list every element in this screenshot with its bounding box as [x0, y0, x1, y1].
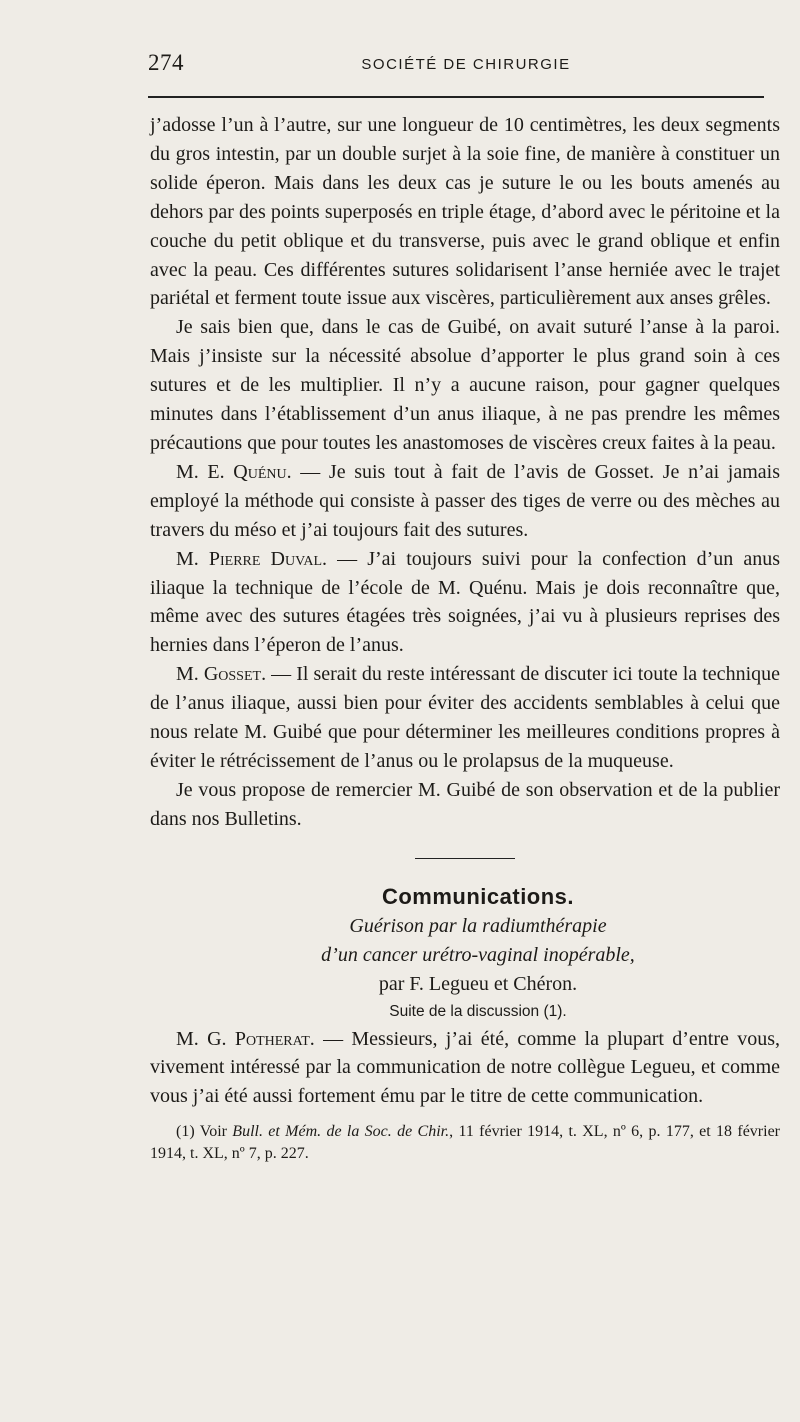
speaker-name: M. Gosset. — [176, 663, 267, 686]
footnote-marker: (1) Voir — [176, 1123, 233, 1141]
footnote — [150, 1121, 780, 1165]
speaker-name: M. E. Quénu. — [176, 460, 292, 483]
header-rule — [148, 96, 764, 98]
paragraph: Je vous propose de remercier M. Guibé de son observation et de la publier dans nos Bulletins. — [150, 778, 780, 830]
paragraph — [150, 1025, 780, 1112]
body-text — [150, 111, 780, 1165]
paragraph — [150, 660, 780, 776]
article-authors: par F. Legueu et Chéron. — [378, 972, 578, 995]
speaker-name: M. Pierre Duval. — [176, 547, 328, 570]
footnote-text: , 11 février 1914, t. XL, nº 6, p. 177, et 18 février 1914, t. XL, nº 7, p. 227. — [150, 1123, 780, 1163]
section-separator — [415, 858, 515, 859]
speech-text: — J’ai toujours suivi pour la confection d’un anus iliaque la technique de l’école de M. Quénu. Mais je dois reconnaître que, même avec des sutures étagées très soignées, j’ai vu à plusieurs reprises des hernies dans l’éperon de l’anus. — [150, 547, 780, 657]
page-header — [148, 50, 784, 90]
running-head: SOCIÉTÉ DE CHIRURGIE — [361, 56, 571, 73]
article-title-line-1: Guérison par la radiumthérapie — [349, 914, 607, 937]
paragraph — [150, 545, 780, 661]
paragraph: j’adosse l’un à l’autre, sur une longueur de 10 centimètres, les deux segments du gros intestin, par un double surjet à la soie fine, de manière à constituer un solide éperon. Mais dans les deux cas je suture le ou les bouts amenés au dehors par des points superposés en triple étage, d’abord avec le péritoine et la couche du petit oblique et du transverse, puis avec le grand oblique et enfin avec la peau. Ces différentes sutures solidarisent l’anse herniée avec le trajet pariétal et ferment toute issue aux viscères, particulièrement aux anses grêles. — [150, 114, 780, 310]
page-number: 274 — [148, 50, 184, 75]
paragraph: Je sais bien que, dans le cas de Guibé, on avait suturé l’anse à la paroi. Mais j’insiste sur la nécessité absolue d’apporter le plus grand soin à ces sutures et de les multiplier. Il n’y a aucune raison, pour gagner quelques minutes dans l’établissement d’un anus iliaque, à ne pas prendre les mêmes précautions que pour toutes les anastomoses de viscères creux faites à la peau. — [150, 316, 780, 454]
speaker-name: M. G. Potherat. — [176, 1027, 315, 1050]
section-title: Communications. — [381, 883, 575, 909]
article-title-line-2: d’un cancer urétro-vaginal inopérable, — [321, 943, 635, 966]
paragraph — [150, 458, 780, 545]
footnote-journal: Bull. et Mém. de la Soc. de Chir. — [232, 1123, 450, 1141]
discussion-note: Suite de la discussion (1). — [389, 1002, 567, 1020]
speech-text: — Il serait du reste intéressant de discuter ici toute la technique de l’anus iliaque, aussi bien pour éviter des accidents semblables à celui que nous relate M. Guibé que pour déterminer les meilleures conditions propres à éviter le rétrécissement de l’anus ou le prolapsus de la muqueuse. — [150, 663, 780, 772]
speech-text: — Je suis tout à fait de l’avis de Gosset. Je n’ai jamais employé la méthode qui consiste à passer des tiges de verre ou des mèches au travers du méso et j’ai toujours fait des sutures. — [150, 460, 781, 541]
speech-text: — Messieurs, j’ai été, comme la plupart d’entre vous, vivement intéressé par la communication de notre collègue Legueu, et comme vous j’ai été aussi fortement ému par le titre de cette communication. — [150, 1027, 780, 1108]
